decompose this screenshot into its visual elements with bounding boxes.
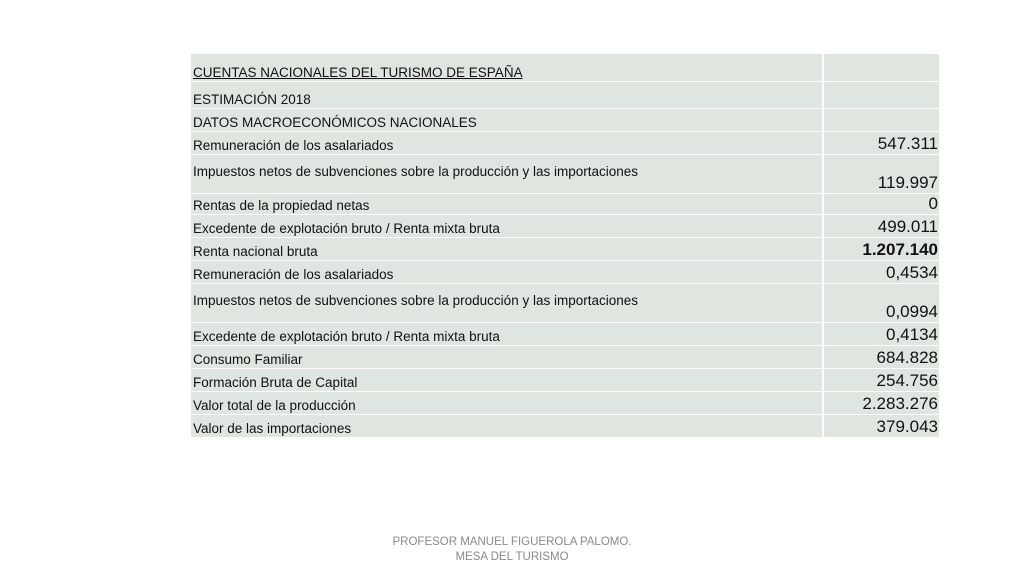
table-row	[191, 392, 939, 415]
row-label: Rentas de la propiedad netas	[191, 194, 824, 214]
row-label: Remuneración de los asalariados	[191, 132, 824, 154]
table-row	[191, 415, 939, 438]
table-row	[191, 215, 939, 238]
table-row	[191, 284, 939, 323]
row-label: DATOS MACROECONÓMICOS NACIONALES	[191, 109, 824, 131]
row-label: Valor de las importaciones	[191, 415, 824, 437]
table-row	[191, 82, 939, 109]
row-value: 379.043	[824, 415, 939, 437]
row-label: Impuestos netos de subvenciones sobre la producción y las importaciones	[191, 155, 824, 193]
row-label: Formación Bruta de Capital	[191, 369, 824, 391]
table-row	[191, 194, 939, 215]
row-value	[824, 54, 939, 81]
row-value	[824, 82, 939, 108]
tourism-accounts-table	[191, 54, 939, 438]
table-row	[191, 155, 939, 194]
row-value: 254.756	[824, 369, 939, 391]
row-label: Consumo Familiar	[191, 346, 824, 368]
footer	[0, 535, 1024, 565]
row-value: 684.828	[824, 346, 939, 368]
table-row	[191, 132, 939, 155]
table-row	[191, 238, 939, 261]
row-label: Excedente de explotación bruto / Renta mixta bruta	[191, 323, 824, 345]
table-row	[191, 261, 939, 284]
row-value: 0	[824, 194, 939, 214]
row-value: 0,4534	[824, 261, 939, 283]
row-value: 0,4134	[824, 323, 939, 345]
row-value: 547.311	[824, 132, 939, 154]
table-row	[191, 109, 939, 132]
table-title: CUENTAS NACIONALES DEL TURISMO DE ESPAÑA	[191, 54, 824, 81]
table-row	[191, 323, 939, 346]
row-value: 1.207.140	[824, 238, 939, 260]
row-label: Impuestos netos de subvenciones sobre la producción y las importaciones	[191, 284, 824, 322]
row-value	[824, 109, 939, 131]
row-value: 119.997	[824, 155, 939, 193]
row-label: Valor total de la producción	[191, 392, 824, 414]
row-label: Remuneración de los asalariados	[191, 261, 824, 283]
footer-author: PROFESOR MANUEL FIGUEROLA PALOMO.	[392, 536, 632, 548]
row-label: ESTIMACIÓN 2018	[191, 82, 824, 108]
table-row	[191, 346, 939, 369]
row-label: Excedente de explotación bruto / Renta mixta bruta	[191, 215, 824, 237]
row-value: 2.283.276	[824, 392, 939, 414]
table-row	[191, 369, 939, 392]
row-label: Renta nacional bruta	[191, 238, 824, 260]
table-row	[191, 54, 939, 82]
row-value: 0,0994	[824, 284, 939, 322]
footer-organization: MESA DEL TURISMO	[455, 551, 569, 563]
row-value: 499.011	[824, 215, 939, 237]
